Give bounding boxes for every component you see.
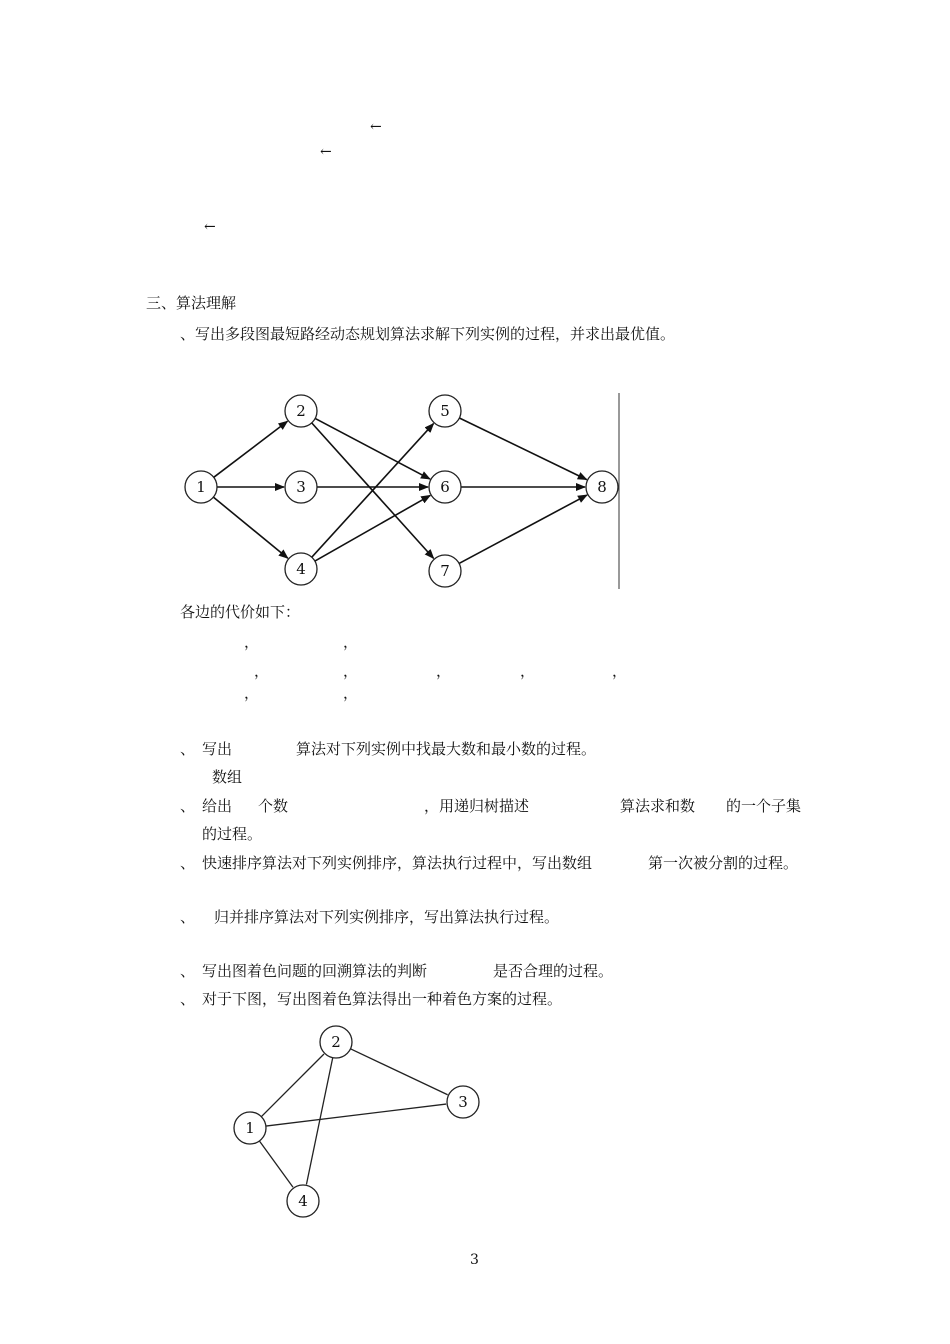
comma: ，	[254, 662, 270, 680]
mg-node-7	[429, 555, 461, 587]
question-3-part-f: 的过程。	[202, 825, 263, 843]
comma: ，	[343, 684, 359, 702]
mg-node-label: 6	[440, 478, 450, 496]
question-sep: 、	[180, 908, 196, 926]
mg-node-label: 5	[440, 402, 450, 420]
cg-node-3	[447, 1086, 479, 1118]
question-3-part-a: 给出	[202, 797, 233, 815]
mg-node-label: 7	[440, 562, 450, 580]
comma: ，	[343, 662, 359, 680]
cg-node-4	[287, 1185, 319, 1217]
question-sep: 、	[180, 325, 196, 343]
question-2-part-c: 数组	[212, 768, 243, 786]
question-7-text: 对于下图，写出图着色算法得出一种着色方案的过程。	[202, 990, 563, 1008]
arrow-glyph: ←	[370, 119, 382, 135]
cg-node-2	[320, 1026, 352, 1058]
page-number: 3	[470, 1252, 479, 1268]
cg-node-label: 2	[331, 1033, 341, 1051]
arrow-glyph: ←	[204, 219, 216, 235]
mg-node-4	[285, 553, 317, 585]
mg-edge-4-6	[315, 495, 430, 561]
mg-edge-2-6	[315, 418, 430, 479]
mg-node-1	[185, 471, 217, 503]
cg-edge-1-4	[259, 1141, 293, 1187]
mg-node-2	[285, 395, 317, 427]
question-3-part-d: 算法求和数	[620, 797, 696, 815]
mg-node-label: 4	[296, 560, 306, 578]
question-sep: 、	[180, 854, 196, 872]
cg-edge-1-3	[266, 1104, 446, 1126]
mg-edge-7-8	[459, 495, 587, 563]
arrow-glyph: ←	[320, 144, 332, 160]
question-2-part-b: 算法对下列实例中找最大数和最小数的过程。	[296, 740, 597, 758]
question-sep: 、	[180, 797, 196, 815]
question-2-part-a: 写出	[202, 740, 233, 758]
comma: ，	[343, 633, 359, 651]
cg-edge-2-3	[350, 1049, 447, 1095]
question-6-part-a: 写出图着色问题的回溯算法的判断	[202, 962, 428, 980]
cg-node-label: 4	[298, 1192, 308, 1210]
mg-node-3	[285, 471, 317, 503]
question-4-part-b: 第一次被分割的过程。	[648, 854, 799, 872]
cg-node-label: 1	[245, 1119, 255, 1137]
cg-node-1	[234, 1112, 266, 1144]
comma: ，	[436, 662, 452, 680]
question-5-text: 归并排序算法对下列实例排序，写出算法执行过程。	[214, 908, 560, 926]
question-3-part-c: ，用递归树描述	[424, 797, 530, 815]
mg-node-label: 2	[296, 402, 306, 420]
cg-node-label: 3	[458, 1093, 468, 1111]
mg-edge-5-8	[459, 418, 586, 480]
mg-edge-1-2	[214, 421, 288, 477]
mg-node-label: 8	[597, 478, 607, 496]
mg-node-5	[429, 395, 461, 427]
question-sep: 、	[180, 740, 196, 758]
question-sep: 、	[180, 990, 196, 1008]
question-3-part-e: 的一个子集	[726, 797, 802, 815]
mg-node-label: 3	[296, 478, 306, 496]
question-sep: 、	[180, 962, 196, 980]
question-4-text: 快速排序算法对下列实例排序，算法执行过程中，写出数组	[202, 854, 593, 872]
comma: ，	[244, 684, 260, 702]
question-text: 写出多段图最短路经动态规划算法求解下列实例的过程，并求出最优值。	[195, 325, 676, 343]
section-heading: 三、算法理解	[146, 294, 237, 312]
comma: ，	[244, 633, 260, 651]
cg-edge-1-2	[261, 1054, 324, 1117]
mg-node-6	[429, 471, 461, 503]
comma: ，	[520, 662, 536, 680]
comma: ，	[612, 662, 628, 680]
question-3-part-b: 个数	[258, 797, 289, 815]
question-6-part-b: 是否合理的过程。	[493, 962, 614, 980]
mg-edge-1-4	[213, 497, 287, 558]
mg-node-8	[586, 471, 618, 503]
mg-node-label: 1	[196, 478, 206, 496]
cost-label: 各边的代价如下：	[180, 603, 301, 621]
